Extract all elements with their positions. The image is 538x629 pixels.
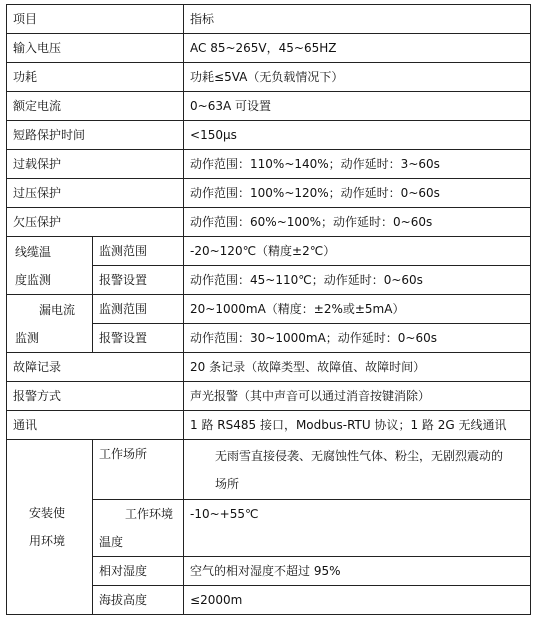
table-row-comm (7, 411, 531, 440)
install-altitude-label: 海拔高度 (93, 586, 184, 615)
leakage-label-line2: 监测 (15, 330, 40, 345)
table-row-install-site (7, 440, 531, 500)
row-label: 过载保护 (7, 150, 184, 179)
install-site-value (184, 440, 531, 500)
row-label: 额定电流 (7, 92, 184, 121)
table-row-overload (7, 150, 531, 179)
install-site-label: 工作场所 (93, 440, 184, 500)
row-value: AC 85~265V，45~65HZ (184, 34, 531, 63)
header-row (7, 5, 531, 34)
cabletemp-monitor-value: -20~120℃（精度±2℃） (184, 237, 531, 266)
table-row-alarmmode (7, 382, 531, 411)
install-altitude-value: ≤2000m (184, 586, 531, 615)
cabletemp-label-line1: 线缆温 (15, 244, 52, 259)
row-value: 20 条记录（故障类型、故障值、故障时间） (184, 353, 531, 382)
row-value: 动作范围：110%~140%；动作延时：3~60s (184, 150, 531, 179)
row-label: 报警方式 (7, 382, 184, 411)
row-value: 1 路 RS485 接口，Modbus-RTU 协议；1 路 2G 无线通讯 (184, 411, 531, 440)
row-value: <150μs (184, 121, 531, 150)
install-temp-label-line2: 温度 (99, 535, 124, 549)
leakage-alarm-label: 报警设置 (93, 324, 184, 353)
table-row-leakage-monitor (7, 295, 531, 324)
table-row-current (7, 92, 531, 121)
install-label-line2: 用环境 (29, 534, 66, 548)
row-label: 故障记录 (7, 353, 184, 382)
table-row-power (7, 63, 531, 92)
row-value: 0~63A 可设置 (184, 92, 531, 121)
install-humidity-label: 相对湿度 (93, 557, 184, 586)
row-value: 动作范围：100%~120%；动作延时：0~60s (184, 179, 531, 208)
install-temp-value: -10~+55℃ (184, 500, 531, 557)
header-spec: 指标 (184, 5, 531, 34)
header-item: 项目 (7, 5, 184, 34)
cabletemp-monitor-label: 监测范围 (93, 237, 184, 266)
row-label: 通讯 (7, 411, 184, 440)
install-humidity-value: 空气的相对湿度不超过 95% (184, 557, 531, 586)
install-label (7, 440, 93, 615)
leakage-monitor-value: 20~1000mA（精度：±2%或±5mA） (184, 295, 531, 324)
install-site-value-line2: 场所 (215, 476, 240, 491)
table-row-undervoltage (7, 208, 531, 237)
leakage-monitor-label: 监测范围 (93, 295, 184, 324)
row-value: 动作范围：60%~100%；动作延时：0~60s (184, 208, 531, 237)
row-label: 功耗 (7, 63, 184, 92)
table-row-overvoltage (7, 179, 531, 208)
table-row-voltage (7, 34, 531, 63)
table-row-cabletemp-monitor (7, 237, 531, 266)
table-row-shortcircuit (7, 121, 531, 150)
row-label: 过压保护 (7, 179, 184, 208)
install-temp-label-line1: 工作环境 (125, 507, 174, 521)
leakage-alarm-value: 动作范围：30~1000mA；动作延时：0~60s (184, 324, 531, 353)
row-value: 声光报警（其中声音可以通过消音按键消除） (184, 382, 531, 411)
row-value: 功耗≤5VA（无负载情况下） (184, 63, 531, 92)
row-label: 短路保护时间 (7, 121, 184, 150)
install-site-value-line1: 无雨雪直接侵袭、无腐蚀性气体、粉尘，无剧烈震动的 (215, 448, 504, 463)
leakage-label-line1: 漏电流 (39, 302, 76, 317)
install-label-line1: 安装使 (29, 506, 66, 520)
table-row-faultlog (7, 353, 531, 382)
row-label: 输入电压 (7, 34, 184, 63)
cabletemp-label (7, 237, 93, 295)
cabletemp-alarm-value: 动作范围：45~110℃；动作延时：0~60s (184, 266, 531, 295)
leakage-label (7, 295, 93, 353)
cabletemp-label-line2: 度监测 (15, 272, 52, 287)
cabletemp-alarm-label: 报警设置 (93, 266, 184, 295)
row-label: 欠压保护 (7, 208, 184, 237)
install-temp-label (93, 500, 184, 557)
spec-table (6, 4, 531, 615)
